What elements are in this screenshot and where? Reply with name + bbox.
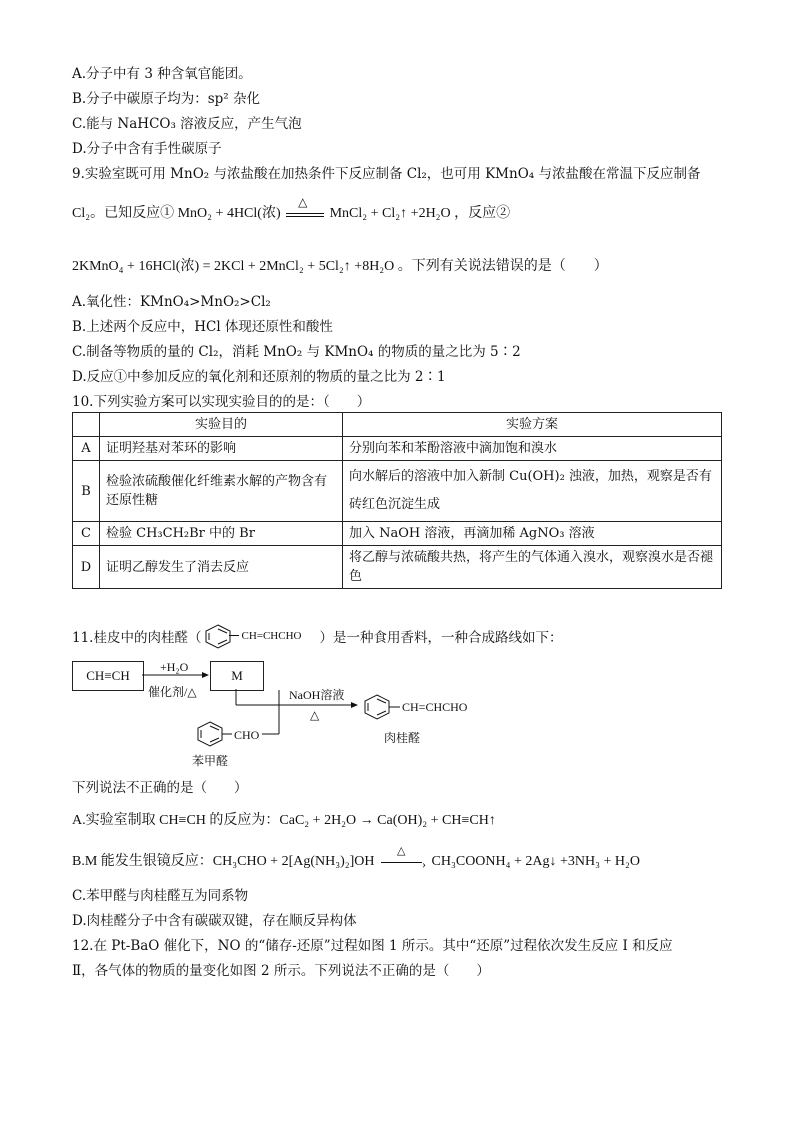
product-group: CH=CHCHO xyxy=(402,700,468,714)
q11-option-a: A.实验室制取 CH≡CH 的反应为：CaC₂ + 2H₂O → Ca(OH)₂ + CH≡CH↑ xyxy=(72,813,496,828)
q11-question: 下列说法不正确的是（ ） xyxy=(72,780,248,796)
q9-reaction1-arrow xyxy=(284,195,326,224)
row-label: A xyxy=(73,437,100,461)
acetylene-box: CH≡CH xyxy=(72,661,144,691)
q11-stem xyxy=(72,628,562,649)
row-label: D xyxy=(73,546,100,589)
q9-option-c: C.制备等物质的量的 Cl₂，消耗 MnO₂ 与 KMnO₄ 的物质的量之比为 5∶2 xyxy=(72,344,521,360)
q9-reaction1-right: MnCl₂ + Cl₂↑ +2H₂O ，反应② xyxy=(329,206,511,222)
q11-option-b-left: B.M 能发生银镜反应：CH₃CHO + 2[Ag(NH₃)₂]OH xyxy=(72,854,375,870)
q11-option-b xyxy=(72,845,641,872)
table-row xyxy=(73,546,722,589)
q8-option-d: D.分子中含有手性碳原子 xyxy=(72,141,222,157)
q12-stem-line1: 12.在 Pt-BaO 催化下，NO 的“储存-还原”过程如图 1 所示。其中“还原”过程依次发生反应 I 和反应 xyxy=(72,938,673,954)
q9-option-b: B.上述两个反应中，HCl 体现还原性和酸性 xyxy=(72,319,333,335)
q11-stem-suffix: ）是一种食用香料，一种合成路线如下： xyxy=(319,630,563,646)
table-row xyxy=(73,522,722,546)
q8-option-a: A.分子中有 3 种含氧官能团。 xyxy=(72,66,252,82)
row-purpose: 证明乙醇发生了消去反应 xyxy=(100,546,343,589)
q10-stem: 10.下列实验方案可以实现实验目的的是：（ ） xyxy=(72,394,371,410)
q11-option-d: D.肉桂醛分子中含有碳碳双键，存在顺反异构体 xyxy=(72,913,357,929)
row-label: C xyxy=(73,522,100,546)
row-label: B xyxy=(73,461,100,522)
benzaldehyde-name: 苯甲醛 xyxy=(192,754,229,768)
row-purpose: 检验浓硫酸催化纤维素水解的产物含有还原性糖 xyxy=(100,461,343,522)
row-plan: 将乙醇与浓硫酸共热，将产生的气体通入溴水，观察溴水是否褪色 xyxy=(343,546,722,589)
heating-condition: △ xyxy=(397,845,406,857)
q8-option-c: C.能与 NaHCO₃ 溶液反应，产生气泡 xyxy=(72,116,302,132)
q9-option-d: D.反应①中参加反应的氧化剂和还原剂的物质的量之比为 2∶1 xyxy=(72,369,446,385)
row-purpose: 证明羟基对苯环的影响 xyxy=(100,437,343,461)
q9-option-a: A.氧化性：KMnO₄>MnO₂>Cl₂ xyxy=(72,294,271,310)
q10-experiment-table xyxy=(72,412,722,589)
reagent-naoh: NaOH溶液 xyxy=(289,688,345,702)
q11-option-c: C.苯甲醛与肉桂醛互为同系物 xyxy=(72,888,249,904)
q11-stem-prefix: 11.桂皮中的肉桂醛（ xyxy=(72,630,202,646)
benzaldehyde-group: CHO xyxy=(234,728,260,742)
table-row xyxy=(73,437,722,461)
benzene-ring-icon xyxy=(203,623,233,649)
cinnamaldehyde-structure xyxy=(201,629,319,649)
intermediate-m-box: M xyxy=(210,661,264,691)
q9-stem-line3: 2KMnO₄ + 16HCl(浓) = 2KCl + 2MnCl₂ + 5Cl₂↑ +8H₂O 。下列有关说法错误的是（ ） xyxy=(72,259,608,274)
table-header-row xyxy=(73,413,722,437)
table-row xyxy=(73,461,722,522)
header-purpose: 实验目的 xyxy=(100,413,343,437)
reagent-water: +H₂O xyxy=(160,660,189,674)
q12-stem-line2: Ⅱ，各气体的物质的量变化如图 2 所示。下列说法不正确的是（ ） xyxy=(72,963,490,979)
reagent-catalyst: 催化剂/△ xyxy=(148,685,197,699)
structure-group: CH=CHCHO xyxy=(241,629,302,642)
reagent-heat: △ xyxy=(310,708,320,722)
q8-option-b: B.分子中碳原子均为：sp² 杂化 xyxy=(72,91,260,107)
q11-option-b-arrow: △ › xyxy=(378,852,428,872)
row-plan: 加入 NaOH 溶液，再滴加稀 AgNO₃ 溶液 xyxy=(343,522,722,546)
row-plan: 分别向苯和苯酚溶液中滴加饱和溴水 xyxy=(343,437,722,461)
row-plan: 向水解后的溶液中加入新制 Cu(OH)₂ 浊液，加热，观察是否有砖红色沉淀生成 xyxy=(343,461,722,522)
heating-condition: △ xyxy=(298,195,308,209)
q9-reaction1-left: Cl₂。已知反应① MnO₂ + 4HCl(浓) xyxy=(72,206,281,222)
q9-stem-line1: 9.实验室既可用 MnO₂ 与浓盐酸在加热条件下反应制备 Cl₂，也可用 KMnO₄ 与浓盐酸在常温下反应制备 xyxy=(72,166,701,182)
header-plan: 实验方案 xyxy=(343,413,722,437)
row-purpose: 检验 CH₃CH₂Br 中的 Br xyxy=(100,522,343,546)
q11-option-b-right: CH₃COONH₄ + 2Ag↓ +3NH₃ + H₂O xyxy=(431,854,641,870)
q9-stem-line2 xyxy=(72,195,511,224)
product-name: 肉桂醛 xyxy=(384,731,421,745)
